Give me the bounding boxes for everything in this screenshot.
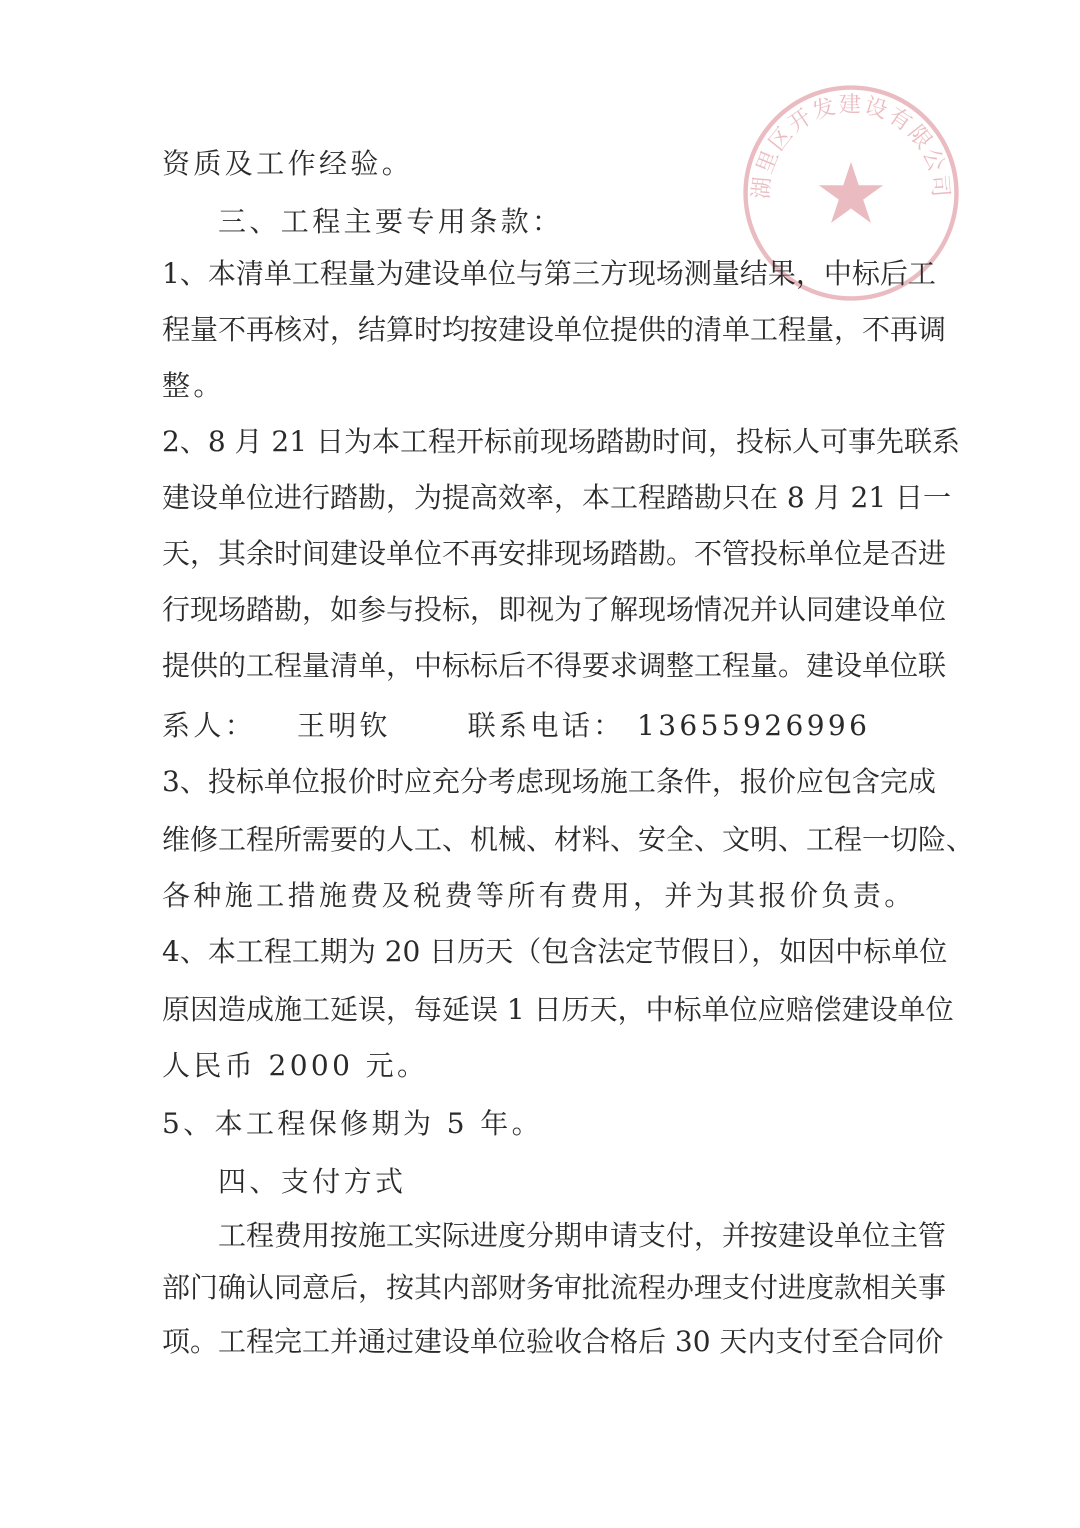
text-line: 3、投标单位报价时应充分考虑现场施工条件，报价应包含完成: [162, 765, 936, 798]
text-line: 原因造成施工延误，每延误 1 日历天，中标单位应赔偿建设单位: [162, 993, 954, 1026]
contact-phone: 13655926996: [636, 709, 871, 742]
contact-line: [162, 708, 922, 744]
text-line: 提供的工程量清单，中标标后不得要求调整工程量。建设单位联: [162, 649, 947, 682]
text-line: 5、本工程保修期为 5 年。: [162, 1107, 544, 1140]
contact-name: 王明钦: [296, 709, 392, 742]
text-line: 行现场踏勘，如参与投标，即视为了解现场情况并认同建设单位: [162, 593, 947, 626]
text-line: 整。: [162, 369, 225, 402]
text-line: 工程费用按施工实际进度分期申请支付，并按建设单位主管: [218, 1219, 947, 1252]
text-line: 建设单位进行踏勘，为提高效率，本工程踏勘只在 8 月 21 日一: [162, 481, 952, 514]
text-line: 资质及工作经验。: [162, 147, 414, 180]
text-line: 2、8 月 21 日为本工程开标前现场踏勘时间，投标人可事先联系: [162, 425, 960, 458]
text-line: 程量不再核对，结算时均按建设单位提供的清单工程量，不再调: [162, 313, 947, 346]
text-line: 维修工程所需要的人工、机械、材料、安全、文明、工程一切险、: [162, 823, 975, 856]
text-line: 天，其余时间建设单位不再安排现场踏勘。不管投标单位是否进: [162, 537, 947, 570]
seal-text: 湖里区开发建设有限公司: [748, 91, 954, 201]
section-heading: 三、工程主要专用条款：: [218, 205, 564, 238]
text-line: 4、本工程工期为 20 日历天（包含法定节假日），如因中标单位: [162, 935, 948, 968]
text-line: 部门确认同意后，按其内部财务审批流程办理支付进度款相关事: [162, 1271, 947, 1304]
text-line: 项。工程完工并通过建设单位验收合格后 30 天内支付至合同价: [162, 1325, 944, 1358]
contact-label: 系人：: [162, 709, 257, 742]
contact-phone-label: 联系电话：: [467, 709, 625, 742]
text-line: 各种施工措施费及税费等所有费用，并为其报价负责。: [162, 879, 916, 912]
section-heading: 四、支付方式: [218, 1165, 407, 1198]
text-line: 1、本清单工程量为建设单位与第三方现场测量结果，中标后工: [162, 257, 936, 290]
text-line: 人民币 2000 元。: [162, 1049, 429, 1082]
